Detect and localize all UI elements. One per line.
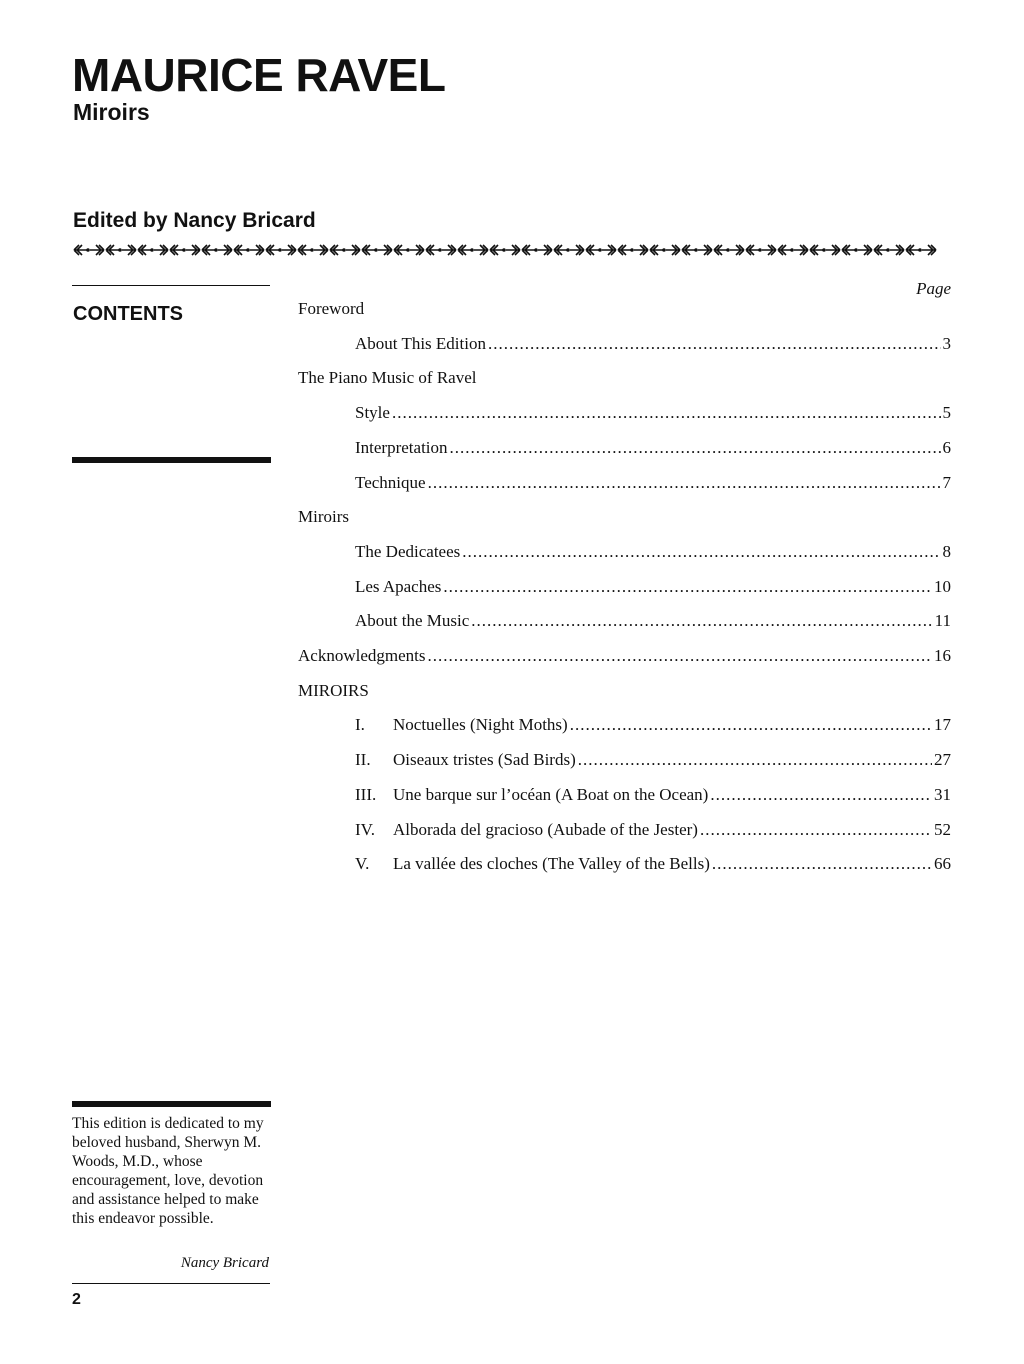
toc-entry <box>298 539 951 565</box>
dedication-text: This edition is dedicated to my beloved husband, Sherwyn M. Woods, M.D., whose encouragement, love, devotion and assistance helped to make this endeavor possible. <box>72 1115 264 1227</box>
toc-section <box>298 365 951 391</box>
toc-entry-page: 16 <box>934 646 951 665</box>
toc-entry-title: Technique <box>355 472 426 492</box>
toc-entry-title: Oiseaux tristes (Sad Birds) <box>393 750 576 770</box>
toc-entry-title: Style <box>355 403 390 423</box>
toc-dot-leader <box>488 331 941 357</box>
toc-section <box>298 678 951 704</box>
toc-entry <box>298 608 951 634</box>
toc-entry-number: IV. <box>355 819 375 839</box>
toc-dot-leader <box>428 470 941 496</box>
toc-entry <box>298 747 951 773</box>
toc-section <box>298 643 951 669</box>
toc-dot-leader <box>712 851 932 877</box>
toc-entry-number: V. <box>355 854 370 874</box>
toc-entry-title: About the Music <box>355 611 470 631</box>
contents-bottom-rule <box>72 457 271 463</box>
toc-entry-number: III. <box>355 784 377 804</box>
toc-entry-page: 6 <box>942 437 951 457</box>
editor-credit: Edited by Nancy Bricard <box>73 209 316 232</box>
toc-entry-title: Les Apaches <box>355 576 442 596</box>
toc-dot-leader <box>427 643 932 669</box>
toc-entry-page: 52 <box>934 819 951 839</box>
toc-entry-page: 10 <box>934 576 951 596</box>
toc-dot-leader <box>570 712 932 738</box>
footer-rule <box>72 1283 270 1284</box>
page-column-label: Page <box>916 279 951 298</box>
toc-entry <box>298 712 951 738</box>
toc-section <box>298 504 951 530</box>
toc-entry-title: About This Edition <box>355 333 486 353</box>
toc-entry-page: 27 <box>934 750 951 770</box>
toc-entry-page: 5 <box>942 403 951 423</box>
toc-entry-page: 11 <box>934 611 951 631</box>
toc-dot-leader <box>710 782 932 808</box>
toc-entry-page: 3 <box>942 333 951 353</box>
dedication-top-rule <box>72 1101 271 1107</box>
toc-entry-title: Alborada del gracioso (Aubade of the Jester) <box>393 819 698 839</box>
toc-entry-page: 8 <box>942 541 951 561</box>
toc-entry <box>298 331 951 357</box>
toc-entry <box>298 817 951 843</box>
toc-entry-title: MIROIRS <box>298 680 369 700</box>
toc-dot-leader <box>700 817 932 843</box>
toc-dot-leader <box>462 539 940 565</box>
toc-entry-title: Une barque sur l’océan (A Boat on the Ocean) <box>393 784 709 804</box>
page-number: 2 <box>72 1291 81 1308</box>
toc-entry-page: 31 <box>934 784 951 804</box>
toc-section <box>298 296 951 322</box>
toc-entry <box>298 574 951 600</box>
work-title: Miroirs <box>73 99 150 125</box>
dedication-signature: Nancy Bricard <box>180 1255 269 1271</box>
toc-entry-title: Acknowledgments <box>298 646 426 665</box>
toc-entry-page: 17 <box>934 715 951 735</box>
toc-entry-title: La vallée des cloches (The Valley of the Bells) <box>393 854 710 874</box>
toc-entry-title: Foreword <box>298 299 365 318</box>
contents-top-rule <box>72 285 270 286</box>
toc-entry-title: Miroirs <box>298 507 349 527</box>
composer-name: MAURICE RAVEL <box>72 49 446 101</box>
toc-entry-page: 66 <box>934 854 951 874</box>
toc-entry <box>298 470 951 496</box>
toc-entry-title: Interpretation <box>355 437 448 457</box>
toc-dot-leader <box>450 435 941 461</box>
toc-entry-number: I. <box>355 715 365 735</box>
toc-entry-number: II. <box>355 750 371 770</box>
toc-entry-title: The Piano Music of Ravel <box>298 368 477 388</box>
contents-heading: CONTENTS <box>73 303 183 325</box>
toc-dot-leader <box>471 608 932 634</box>
toc-entry <box>298 851 951 877</box>
toc-dot-leader <box>392 400 941 426</box>
toc-entry <box>298 400 951 426</box>
toc-entry-title: Noctuelles (Night Moths) <box>393 715 568 735</box>
toc-entry-title: The Dedicatees <box>355 541 461 561</box>
toc-entry <box>298 782 951 808</box>
toc-dot-leader <box>578 747 932 773</box>
toc-dot-leader <box>443 574 932 600</box>
toc-entry-page: 7 <box>942 472 951 492</box>
toc-entry <box>298 435 951 461</box>
ornamental-border <box>72 242 952 258</box>
